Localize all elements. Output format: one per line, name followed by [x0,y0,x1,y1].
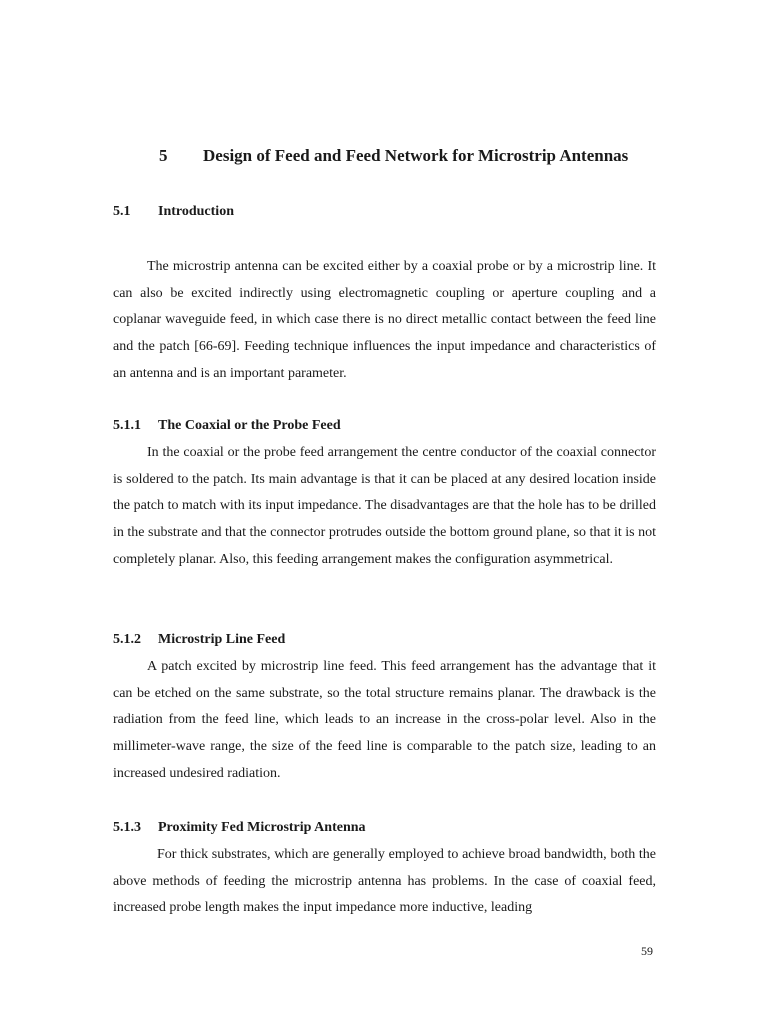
section-number: 5.1.3 [113,820,141,835]
paragraph-proximity-fed: For thick substrates, which are generally employed to achieve broad bandwidth, both the above methods of feeding the microstrip antenna has problems. In the case of coaxial feed, increased probe length makes the input impedance more inductive, leading [113,847,656,916]
paragraph-microstrip-line-feed: A patch excited by microstrip line feed. This feed arrangement has the advantage that it can be etched on the same substrate, so the total structure remains planar. The drawback is the radiation from the feed line, which leads to an increase in the cross-polar level. Also in the millimeter-wave range, the size of the feed line is comparable to the patch size, leading to an increased undesired radiation. [113,659,656,781]
chapter-number: 5 [159,146,168,165]
section-number: 5.1.2 [113,632,141,647]
paragraph-introduction: The microstrip antenna can be excited either by a coaxial probe or by a microstrip line. It can also be excited indirectly using electromagnetic coupling or aperture coupling and a coplanar waveguide feed, in which case there is no direct metallic contact between the feed line and the patch [66-69]. Feeding technique influences the input impedance and characteristics of an antenna and is an important parameter. [113,259,656,381]
section-title: Introduction [158,204,234,219]
section-heading-introduction [113,204,234,220]
section-number: 5.1.1 [113,418,141,433]
section-title: The Coaxial or the Probe Feed [158,418,341,433]
section-title: Proximity Fed Microstrip Antenna [158,820,366,835]
section-title: Microstrip Line Feed [158,632,286,647]
chapter-title-text: Design of Feed and Feed Network for Microstrip Antennas [203,146,629,165]
paragraph-probe-feed: In the coaxial or the probe feed arrangement the centre conductor of the coaxial connector is soldered to the patch. Its main advantage is that it can be placed at any desired location inside the patch to match with its input impedance. The disadvantages are that the hole has to be drilled in the substrate and that the connector protrudes outside the bottom ground plane, so that it is not completely planar. Also, this feeding arrangement makes the configuration asymmetrical. [113,445,656,567]
page-number: 59 [641,944,653,958]
section-heading-proximity-fed [113,820,366,836]
section-heading-probe-feed [113,418,341,434]
chapter-title [159,146,628,166]
section-heading-microstrip-line-feed [113,632,285,648]
section-number: 5.1 [113,204,131,219]
